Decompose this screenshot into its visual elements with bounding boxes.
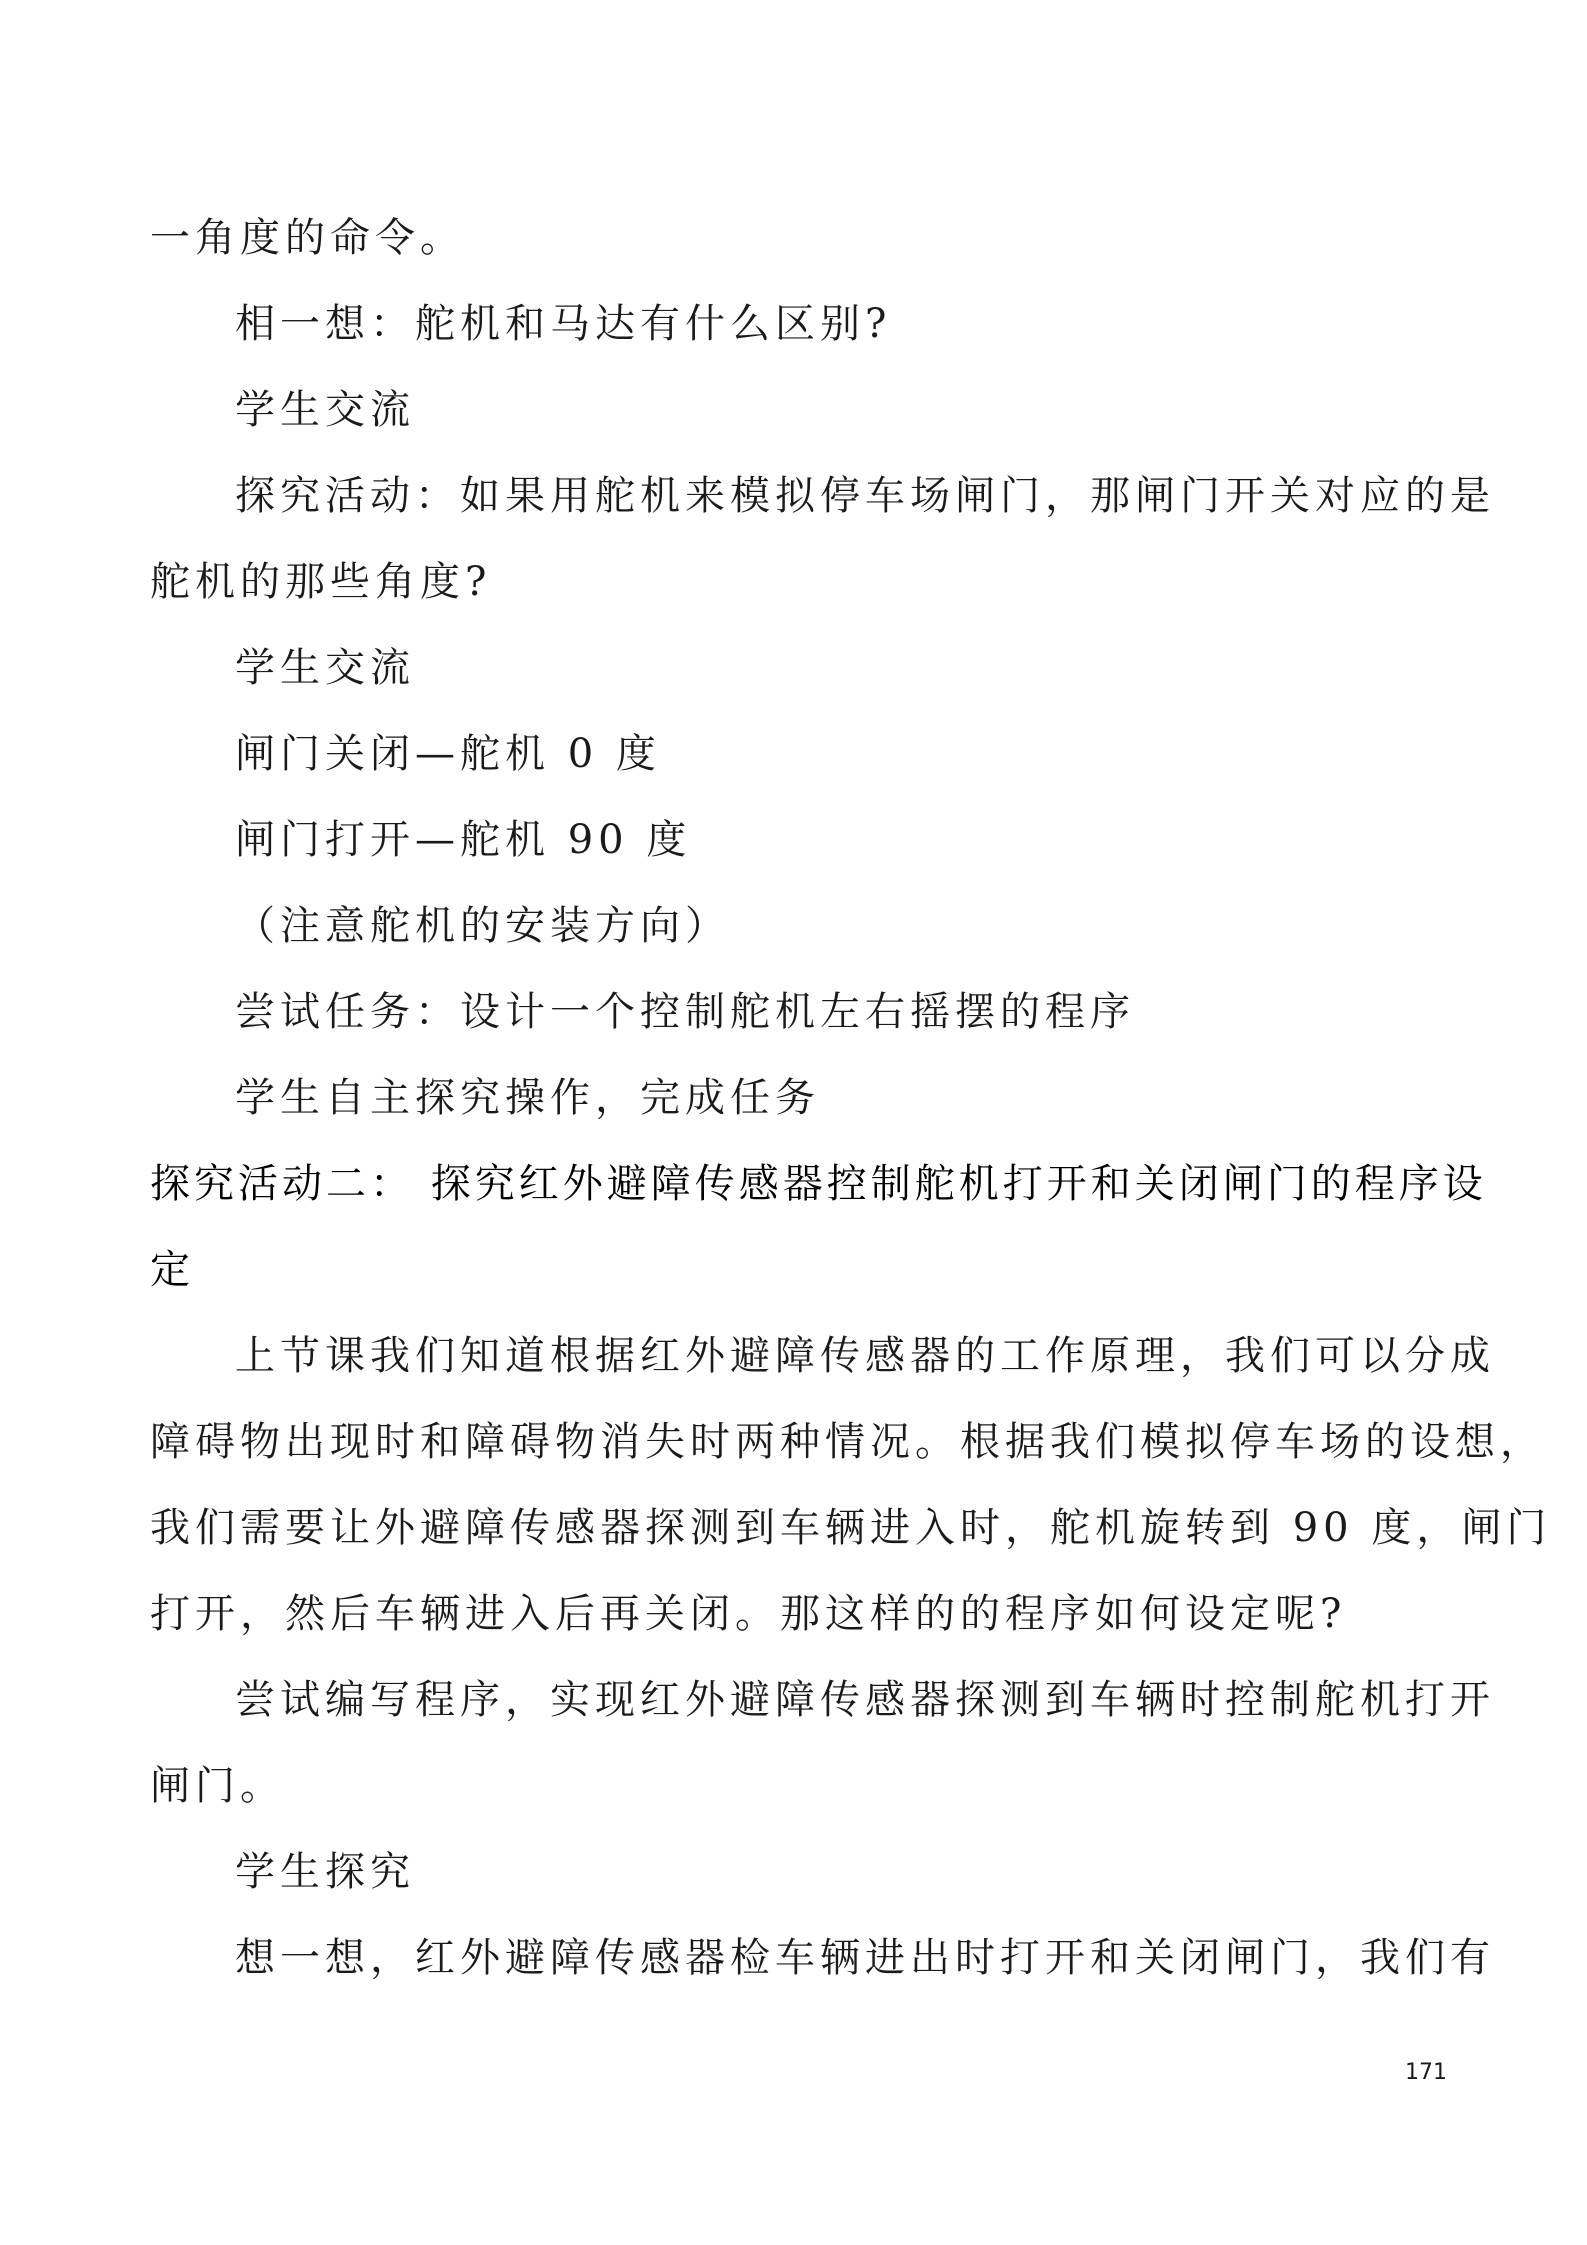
text-line: 上节课我们知道根据红外避障传感器的工作原理，我们可以分成 bbox=[235, 1333, 1495, 1379]
text-line: 闸门。 bbox=[150, 1763, 285, 1809]
text-line: 尝试任务：设计一个控制舵机左右摇摆的程序 bbox=[235, 989, 1135, 1035]
text-line: 探究活动：如果用舵机来模拟停车场闸门，那闸门开关对应的是 bbox=[235, 473, 1495, 519]
section-heading: 探究活动二： 探究红外避障传感器控制舵机打开和关闭闸门的程序设 bbox=[150, 1161, 1487, 1207]
text-line: 相一想：舵机和马达有什么区别? bbox=[235, 301, 892, 347]
text-line: 尝试编写程序，实现红外避障传感器探测到车辆时控制舵机打开 bbox=[235, 1677, 1495, 1723]
text-line: 闸门关闭—舵机 0 度 bbox=[235, 731, 661, 777]
text-line: 闸门打开—舵机 90 度 bbox=[235, 817, 692, 863]
text-line: 舵机的那些角度? bbox=[150, 559, 492, 605]
text-line: 学生自主探究操作，完成任务 bbox=[235, 1075, 820, 1121]
section-heading-continued: 定 bbox=[150, 1247, 194, 1293]
text-line: 学生交流 bbox=[235, 387, 415, 433]
text-line: 障碍物出现时和障碍物消失时两种情况。根据我们模拟停车场的设想， bbox=[150, 1419, 1545, 1465]
text-line: 一角度的命令。 bbox=[150, 215, 465, 261]
text-line: 想一想，红外避障传感器检车辆进出时打开和关闭闸门，我们有 bbox=[235, 1935, 1495, 1981]
text-line: （注意舵机的安装方向） bbox=[235, 903, 730, 949]
text-line: 学生交流 bbox=[235, 645, 415, 691]
page-body bbox=[150, 195, 1552, 2001]
text-line: 打开，然后车辆进入后再关闭。那这样的的程序如何设定呢? bbox=[150, 1591, 1347, 1637]
text-line: 学生探究 bbox=[235, 1849, 415, 1895]
text-line: 我们需要让外避障传感器探测到车辆进入时，舵机旋转到 90 度，闸门 bbox=[150, 1505, 1552, 1551]
page-number: 171 bbox=[1405, 2060, 1447, 2085]
